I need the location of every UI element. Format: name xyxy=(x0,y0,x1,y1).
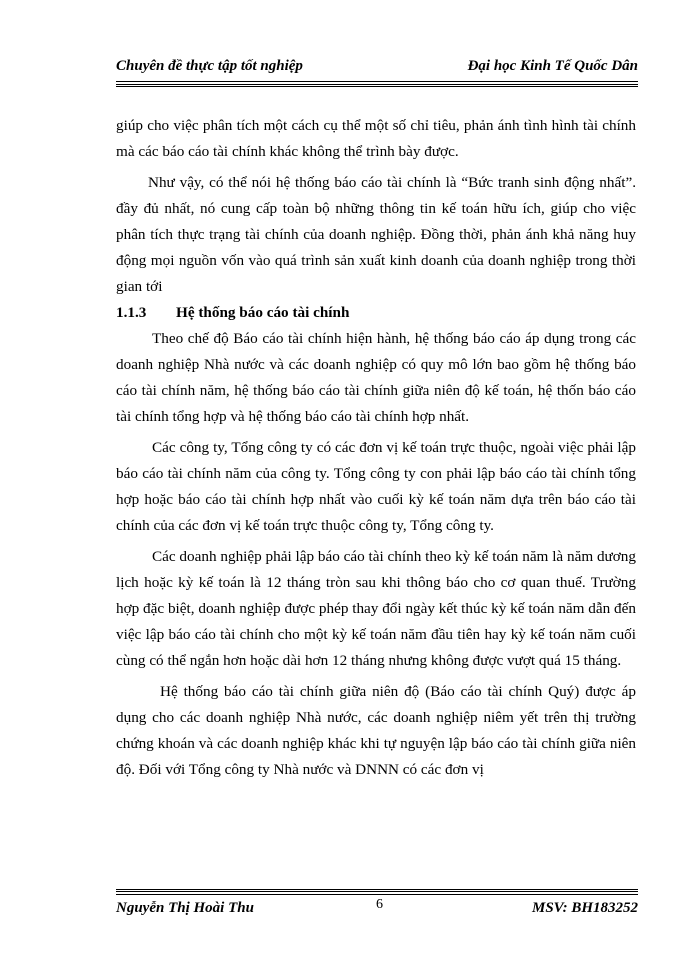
section-title: Hệ thống báo cáo tài chính xyxy=(176,304,350,321)
footer-divider xyxy=(116,889,638,895)
document-body xyxy=(116,113,636,783)
paragraph-1: giúp cho việc phân tích một cách cụ thể một số chỉ tiêu, phản ánh tình hình tài chính mà các báo cáo tài chính khác không thể trình bày được. xyxy=(116,117,636,160)
student-id: MSV: BH183252 xyxy=(532,900,638,916)
section-heading xyxy=(116,300,636,326)
paragraph-4: Các công ty, Tổng công ty có các đơn vị kế toán trực thuộc, ngoài việc phải lập báo cáo tài chính năm của công ty. Tổng công ty con phải lập báo cáo tài chính tổng hợp hoặc báo cáo tài chính hợp nhất vào cuối kỳ kế toán năm dựa trên báo cáo tài chính của các đơn vị kế toán trực thuộc công ty, Tổng công ty. xyxy=(116,439,636,534)
section-number: 1.1.3 xyxy=(116,304,147,321)
paragraph-3: Theo chế độ Báo cáo tài chính hiện hành, hệ thống báo cáo áp dụng trong các doanh nghiệp Nhà nước và các doanh nghiệp có quy mô lớn bao gồm hệ thống báo cáo tài chính năm, hệ thống báo cáo tài chính giữa niên độ kế toán, hệ thốn báo cáo tài chính tổng hợp và hệ thống báo cáo tài chính hợp nhất. xyxy=(116,330,636,425)
page-footer xyxy=(116,897,638,922)
paragraph-5: Các doanh nghiệp phải lập báo cáo tài chính theo kỳ kế toán năm là năm dương lịch hoặc kỳ kế toán là 12 tháng tròn sau khi thông báo cho cơ quan thuế. Trường hợp đặc biệt, doanh nghiệp được phép thay đổi ngày kết thúc kỳ kế toán năm dẫn đến việc lập báo cáo tài chính cho một kỳ kế toán năm đầu tiên hay kỳ kế toán năm cuối cùng có thể ngắn hơn hoặc dài hơn 12 tháng nhưng không được vượt quá 15 tháng. xyxy=(116,548,636,669)
page-header xyxy=(116,58,638,80)
header-university: Đại học Kinh Tế Quốc Dân xyxy=(467,58,638,74)
page-number: 6 xyxy=(376,897,383,912)
paragraph-2: Như vậy, có thể nói hệ thống báo cáo tài chính là “Bức tranh sinh động nhất”. đầy đủ nhất, nó cung cấp toàn bộ những thông tin kế toán hữu ích, giúp cho việc phân tích thực trạng tài chính của doanh nghiệp. Đồng thời, phản ánh khả năng huy động mọi nguồn vốn vào quá trình sản xuất kinh doanh của doanh nghiệp trong thời gian tới xyxy=(116,174,636,295)
header-divider xyxy=(116,81,638,87)
author-name: Nguyễn Thị Hoài Thu xyxy=(116,900,254,916)
paragraph-6: Hệ thống báo cáo tài chính giữa niên độ (Báo cáo tài chính Quý) được áp dụng cho các doanh nghiệp Nhà nước, các doanh nghiệp niêm yết trên thị trường chứng khoán và các doanh nghiệp khác khi tự nguyện lập báo cáo tài chính giữa niên độ. Đối với Tổng công ty Nhà nước và DNNN có các đơn vị xyxy=(116,683,636,778)
header-title: Chuyên đề thực tập tốt nghiệp xyxy=(116,58,303,74)
